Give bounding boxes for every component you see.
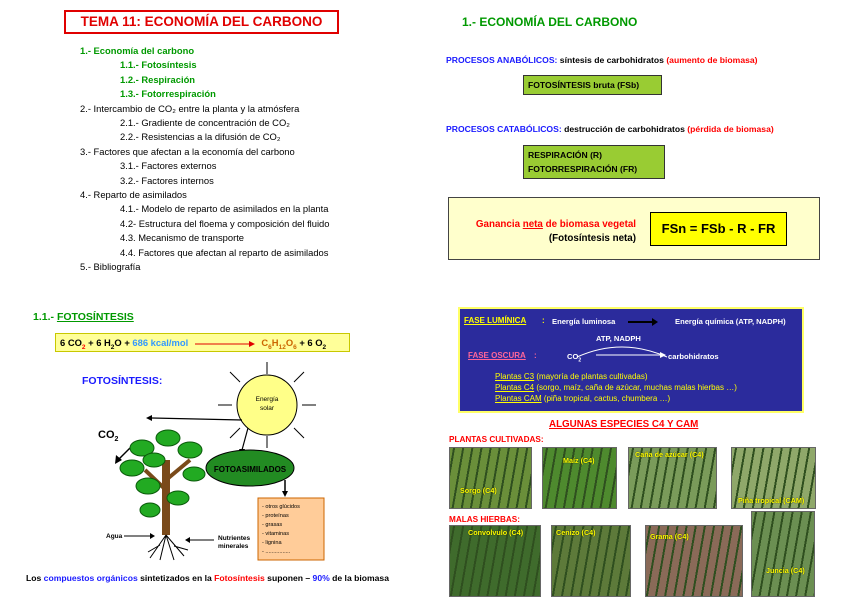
- fsn-formula: FSn = FSb - R - FR: [650, 212, 787, 246]
- species-photo: [628, 447, 717, 509]
- species-photo: [751, 511, 815, 597]
- glucose-formula: $C_6H_{12}O_6$: [261, 337, 297, 351]
- photosynthesis-diagram: [90, 360, 340, 570]
- photo-caption: Grama (C4): [650, 532, 689, 541]
- toc-item: 5.- Bibliografía: [80, 261, 141, 273]
- plantas-cam: Plantas CAM (piña tropical, cactus, chumbera …): [495, 394, 671, 403]
- photo-caption: Piña tropical (CAM): [738, 496, 805, 505]
- species-photo: [449, 447, 532, 509]
- toc-item: 3.2.- Factores internos: [120, 174, 214, 186]
- right-title: 1.- ECONOMÍA DEL CARBONO: [462, 15, 638, 29]
- toc-item: 4.- Reparto de asimilados: [80, 189, 187, 201]
- plantas-c3: Plantas C3 (mayoría de plantas cultivadas): [495, 372, 648, 381]
- arc-arrow-icon: [572, 341, 672, 359]
- fsb-box: FOTOSÍNTESIS bruta (FSb): [523, 75, 662, 95]
- toc-item: 3.1.- Factores externos: [120, 160, 217, 172]
- toc-item: 1.- Economía del carbono: [80, 45, 195, 56]
- svg-text:Agua: Agua: [106, 533, 123, 540]
- svg-text:minerales: minerales: [218, 543, 249, 550]
- cultivadas-label: PLANTAS CULTIVADAS:: [449, 435, 544, 444]
- photo-caption: Maíz (C4): [563, 456, 595, 465]
- respiration-box: RESPIRACIÓN (R) FOTORRESPIRACIÓN (FR): [523, 145, 665, 179]
- toc-item: 3.- Factores que afectan a la economía del carbono: [80, 145, 295, 157]
- toc-item: 2.2.- Resistencias a la difusión de CO₂: [120, 131, 281, 143]
- biomass-note: Los compuestos orgánicos sintetizados en la Fotosíntesis suponen – 90% de la biomasa: [26, 573, 389, 583]
- species-photo: [449, 525, 541, 597]
- arrow-right-icon: [195, 340, 255, 348]
- photo-caption: Sorgo (C4): [460, 486, 497, 495]
- species-photo: [645, 525, 743, 597]
- photo-caption: Convolvulo (C4): [468, 528, 524, 537]
- section-title: FOTOSÍNTESIS: [56, 311, 134, 323]
- net-gain-box: [448, 197, 820, 260]
- toc-item: 1.1.- Fotosíntesis: [120, 59, 197, 71]
- section-number: 1.1.-: [33, 311, 57, 323]
- species-photo: [551, 525, 631, 597]
- toc-item: 4.1.- Modelo de reparto de asimilados en la planta: [120, 203, 329, 215]
- net-gain-text: Ganancia neta de biomasa vegetal (Fotosíntesis neta): [475, 219, 636, 244]
- toc-item: 1.3.- Fotorrespiración: [120, 88, 216, 100]
- toc-item: 4.4. Factores que afectan al reparto de asimilados: [120, 246, 329, 258]
- procesos-catabolicos: PROCESOS CATABÓLICOS: destrucción de carbohidratos (pérdida de biomasa): [446, 124, 774, 134]
- fase-luminica-label: FASE LUMÍNICA: [464, 316, 527, 325]
- co2-label: $CO_2$: [98, 429, 119, 443]
- page-title: TEMA 11: ECONOMÍA DEL CARBONO: [64, 10, 339, 34]
- phases-box: FASE LUMÍNICA : Energía luminosa Energía química (ATP, NADPH) ATP, NADPH FASE OSCURA : $CO_2$ carbohidratos Plantas C3 (mayoría de plantas cultivadas) Plantas C4 (sorgo, maíz, caña de azúcar, muchas malas hierbas …) Plantas CAM (piña tropical, cactus, chumbera …): [458, 307, 804, 413]
- svg-text:solar: solar: [259, 405, 275, 412]
- compound-item: - ................: [262, 549, 291, 555]
- section-heading-fotosintesis: [33, 311, 134, 323]
- species-photo: [542, 447, 617, 509]
- compound-item: - otros glúcidos: [262, 504, 300, 510]
- compound-item: - grasas: [262, 522, 283, 528]
- toc-item: 4.2- Estructura del floema y composición del fluido: [120, 217, 330, 229]
- especies-title: ALGUNAS ESPECIES C4 Y CAM: [549, 419, 699, 430]
- photo-caption: Juncia (C4): [766, 566, 805, 575]
- svg-text:Nutrientes: Nutrientes: [218, 535, 251, 542]
- compound-item: - vitaminas: [262, 531, 290, 537]
- photo-caption: Cenizo (C4): [556, 528, 596, 537]
- table-of-contents: [80, 44, 329, 275]
- photosynthesis-equation: 6 $CO_2 + 6$ $H_2O + 686$ kcal/mol $C_6H_{12}O_6 + 6$ $O_2$: [55, 333, 350, 352]
- photo-caption: Caña de azúcar (C4): [635, 450, 704, 459]
- compound-item: - lignina: [262, 540, 282, 546]
- svg-text:FOTOASIMILADOS: FOTOASIMILADOS: [213, 465, 287, 474]
- diagram-title: FOTOSÍNTESIS:: [82, 375, 163, 387]
- toc-item: 4.3. Mecanismo de transporte: [120, 232, 245, 244]
- procesos-anabolicos: PROCESOS ANABÓLICOS: síntesis de carbohidratos (aumento de biomasa): [446, 55, 758, 65]
- energy-value: 686 kcal/mol: [132, 337, 189, 348]
- fase-oscura-label: FASE OSCURA: [468, 351, 526, 360]
- toc-item: 1.2.- Respiración: [120, 73, 196, 85]
- toc-item: 2.1.- Gradiente de concentración de CO₂: [120, 117, 290, 129]
- toc-item: 2.- Intercambio de CO₂ entre la planta y la atmósfera: [80, 102, 300, 114]
- svg-text:Energía: Energía: [255, 396, 279, 403]
- arrow-right-icon: [628, 318, 658, 326]
- compound-item: - proteínas: [262, 513, 289, 519]
- hierbas-label: MALAS HIERBAS:: [449, 515, 520, 524]
- species-photo: [731, 447, 816, 509]
- plantas-c4: Plantas C4 (sorgo, maíz, caña de azúcar, muchas malas hierbas …): [495, 383, 737, 392]
